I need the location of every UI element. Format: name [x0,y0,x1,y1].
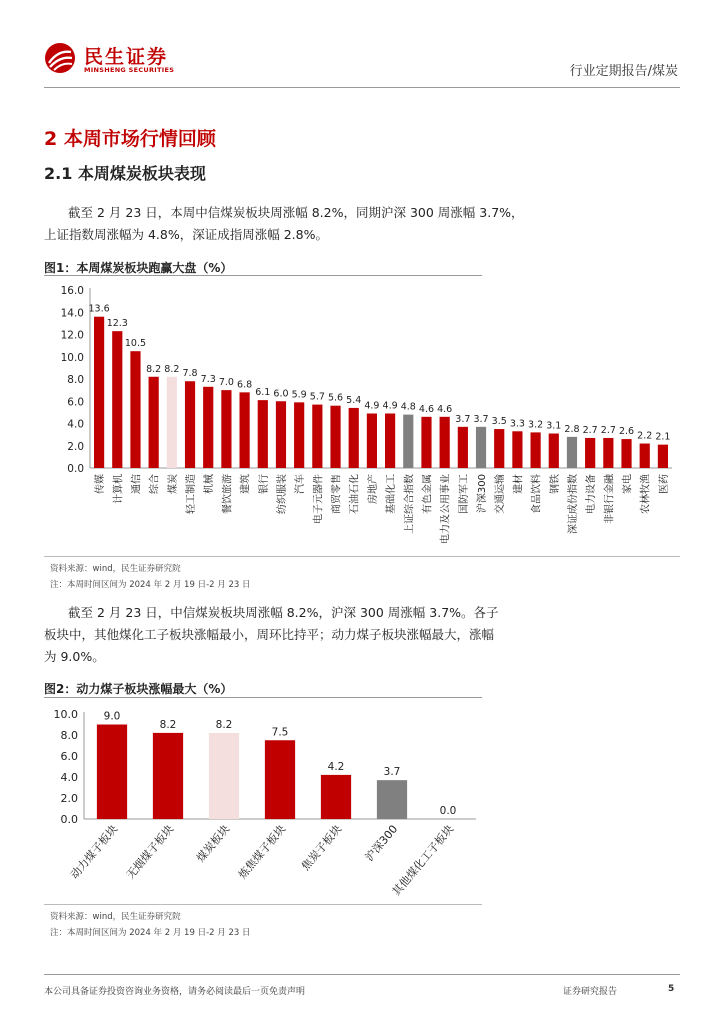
chart1-y-tick-label: 2.0 [67,440,84,453]
footer-divider [44,974,680,975]
chart1-bar [621,439,631,468]
chart1-value-label: 6.1 [255,387,271,399]
chart1-value-label: 13.6 [88,303,110,315]
chart2-bar [265,740,295,819]
chart2-value-label: 7.5 [271,726,289,739]
chart1-bar [149,377,159,468]
chart1-value-label: 7.0 [218,377,234,389]
chart1-value-label: 5.6 [327,392,344,404]
chart1-y-tick-label: 6.0 [67,396,84,409]
chart1-category-label: 基础化工 [386,474,398,514]
chart1-category-label: 沪深300 [477,474,489,514]
chart1-bar [185,381,195,468]
chart1-value-label: 2.2 [637,430,653,442]
chart2-bar [321,775,351,819]
chart1-value-label: 10.5 [124,338,147,350]
chart1-category-label: 有色金属 [422,474,434,514]
chart1-value-label: 2.1 [655,431,671,443]
chart1-category-label: 煤炭 [167,474,179,494]
chart2-category-label: 煤炭板块 [194,822,233,865]
chart2-category-label: 无烟煤子板块 [123,822,177,882]
chart2-bar [97,725,127,820]
chart1-value-label: 2.7 [600,424,616,436]
report-type: 行业定期报告/煤炭 [569,64,678,79]
chart1-value-label: 4.6 [437,403,453,415]
chart1-category-label: 深证成份指数 [567,474,579,534]
chart2-bar [209,733,239,819]
chart1-bar [221,390,231,468]
chart1-bar [330,406,340,468]
chart2-value-label: 3.7 [383,766,401,779]
chart1-value-label: 12.3 [106,318,128,330]
figure-2-top-rule [44,697,482,698]
chart1-y-tick-label: 10.0 [60,351,84,364]
chart1-bar [349,408,359,468]
chart1-bar [167,377,177,468]
chart1-category-label: 综合 [149,474,161,494]
chart1-value-label: 4.8 [400,401,416,413]
chart1-bar [312,405,322,468]
chart1-bar [130,351,140,468]
chart1-bar [585,438,595,468]
chart1-category-label: 建筑 [240,474,252,494]
chart1-category-label: 农林牧渔 [640,474,652,514]
chart2-category-label: 其他煤化工子板块 [389,822,457,899]
chart1-category-label: 家电 [622,474,634,494]
figure-1-source: 资料来源：wind，民生证券研究院 [50,564,181,574]
figure-1-title: 图1：本周煤炭板块跑赢大盘（%） [44,261,233,275]
chart2-y-tick-label: 2.0 [60,792,78,805]
chart1-value-label: 7.8 [182,368,198,380]
paragraph-1-line-1: 截至 2 月 23 日，本周中信煤炭板块周涨幅 8.2%，同期沪深 300 周涨幅 3.7%， [68,205,524,220]
chart1-y-tick-label: 14.0 [60,307,84,320]
chart2-bar [377,780,407,819]
chart1-bar [549,434,559,468]
section-title: 2 本周市场行情回顾 [44,128,216,150]
chart1-category-label: 电力设备 [586,474,598,514]
chart2-value-label: 0.0 [439,805,457,817]
chart1-bar [240,392,250,468]
chart1-value-label: 6.0 [273,388,289,400]
chart1-value-label: 3.5 [491,416,507,428]
chart2-value-label: 4.2 [327,760,345,773]
chart1-category-label: 纺织服装 [276,474,288,514]
chart1-y-tick-label: 16.0 [60,285,84,297]
chart2-y-tick-label: 4.0 [60,771,78,784]
figure-2-title: 图2：动力煤子板块涨幅最大（%） [44,682,233,696]
chart1-value-label: 4.6 [418,403,435,415]
chart1-value-label: 3.7 [455,413,471,425]
figure-1-bottom-rule [44,556,680,557]
chart1-category-label: 房地产 [367,474,379,504]
chart1-category-label: 医药 [658,474,670,494]
chart1-bar [458,427,468,468]
chart1-value-label: 3.1 [546,420,562,432]
chart1-category-label: 电子元器件 [313,474,325,524]
chart2-value-label: 8.2 [159,718,177,731]
chart1-category-label: 汽车 [295,474,307,494]
chart1-bar [658,445,668,468]
figure-1-chart [44,278,680,554]
chart1-category-label: 餐饮旅游 [222,474,234,514]
header-divider [44,87,680,88]
chart1-value-label: 4.9 [382,400,398,412]
chart1-value-label: 4.9 [364,400,380,412]
chart1-bar [258,400,268,468]
chart1-bar [203,387,213,468]
figure-1-top-rule [44,275,482,276]
chart1-category-label: 国防军工 [458,474,470,514]
chart1-bar [294,402,304,468]
figure-2-bottom-rule [44,904,482,905]
chart1-value-label: 7.3 [200,373,216,385]
chart1-bar [567,437,577,468]
chart1-category-label: 商贸零售 [331,474,343,514]
section-subtitle: 2.1 本周煤炭板块表现 [44,164,206,183]
chart1-bar [276,401,286,468]
chart1-category-label: 传媒 [95,474,107,494]
chart2-category-label: 焦炭子板块 [298,822,345,874]
chart1-bar [440,417,450,468]
chart2-category-label: 炼焦煤子板块 [235,822,289,882]
brand-name-en: MINSHENG SECURITIES [84,66,175,74]
chart1-category-label: 石油石化 [349,474,361,514]
chart2-category-label: 沪深300 [362,822,401,864]
chart2-y-tick-label: 8.0 [60,729,78,742]
paragraph-1-line-2: 上证指数周涨幅为 4.8%，深证成指周涨幅 2.8%。 [44,227,328,242]
chart1-category-label: 上证综合指数 [404,474,416,534]
chart1-value-label: 2.6 [618,426,635,438]
chart1-value-label: 2.7 [582,424,598,436]
chart2-bar [153,733,183,819]
chart1-category-label: 非银行金融 [604,474,616,524]
chart1-value-label: 6.8 [237,379,253,391]
paragraph-2 [44,602,680,668]
chart1-category-label: 计算机 [113,474,125,504]
chart1-bar [494,429,504,468]
footer-disclaimer: 本公司具备证券投资咨询业务资格，请务必阅读最后一页免责声明 [44,987,306,997]
chart1-category-label: 建材 [513,474,525,494]
chart1-bar [603,438,613,468]
paragraph-2-line-3: 为 9.0%。 [44,649,105,664]
chart1-category-label: 食品饮料 [531,474,543,514]
chart1-value-label: 5.9 [291,389,307,401]
chart2-value-label: 8.2 [215,718,233,731]
chart1-category-label: 通信 [131,474,143,494]
chart1-bar [112,331,122,468]
chart2-y-tick-label: 10.0 [53,708,78,721]
chart1-value-label: 3.7 [473,413,489,425]
chart1-category-label: 银行 [258,474,270,494]
chart1-value-label: 8.2 [164,363,180,375]
chart1-bar [512,431,522,468]
chart2-category-label: 动力煤子板块 [67,822,121,882]
chart1-category-label: 电力及公用事业 [440,474,452,544]
figure-2-source: 资料来源：wind，民生证券研究院 [50,912,181,922]
page-number: 5 [668,984,675,994]
chart1-y-tick-label: 8.0 [67,374,84,386]
chart1-value-label: 8.2 [146,363,162,375]
chart1-bar [367,413,377,468]
footer-label: 证券研究报告 [563,987,618,997]
chart1-bar [94,317,104,468]
chart1-value-label: 5.4 [346,394,362,406]
figure-2-chart [44,700,484,902]
chart1-bar [531,432,541,468]
chart1-category-label: 钢铁 [549,474,561,494]
figure-1-note: 注：本周时间区间为 2024 年 2 月 19 日-2 月 23 日 [50,580,251,590]
chart1-bar [385,413,395,468]
brand-name: 民生证券 [84,46,169,68]
chart2-y-tick-label: 6.0 [60,750,78,763]
paragraph-1 [44,202,680,246]
chart1-category-label: 交通运输 [495,474,507,514]
chart2-y-tick-label: 0.0 [60,813,78,826]
paragraph-2-line-1: 截至 2 月 23 日，中信煤炭板块周涨幅 8.2%，沪深 300 周涨幅 3.7%。各子 [68,605,499,620]
chart1-value-label: 2.8 [564,423,580,435]
chart1-bar [403,415,413,468]
chart1-bar [476,427,486,468]
chart1-y-tick-label: 0.0 [67,463,84,475]
chart1-value-label: 3.2 [528,419,544,431]
chart1-y-tick-label: 4.0 [67,418,84,431]
chart1-category-label: 轻工制造 [186,474,198,514]
chart1-value-label: 3.3 [509,418,525,430]
chart1-bar [640,444,650,468]
chart1-y-tick-label: 12.0 [60,329,84,342]
chart1-value-label: 5.7 [309,391,325,403]
minsheng-logo-icon [44,42,76,74]
figure-2-note: 注：本周时间区间为 2024 年 2 月 19 日-2 月 23 日 [50,928,251,938]
chart1-bar [421,417,431,468]
paragraph-2-line-2: 板块中，其他煤化工子板块涨幅最小，周环比持平；动力煤子板块涨幅最大，涨幅 [44,627,495,642]
chart2-value-label: 9.0 [103,710,121,723]
chart1-category-label: 机械 [204,474,216,494]
